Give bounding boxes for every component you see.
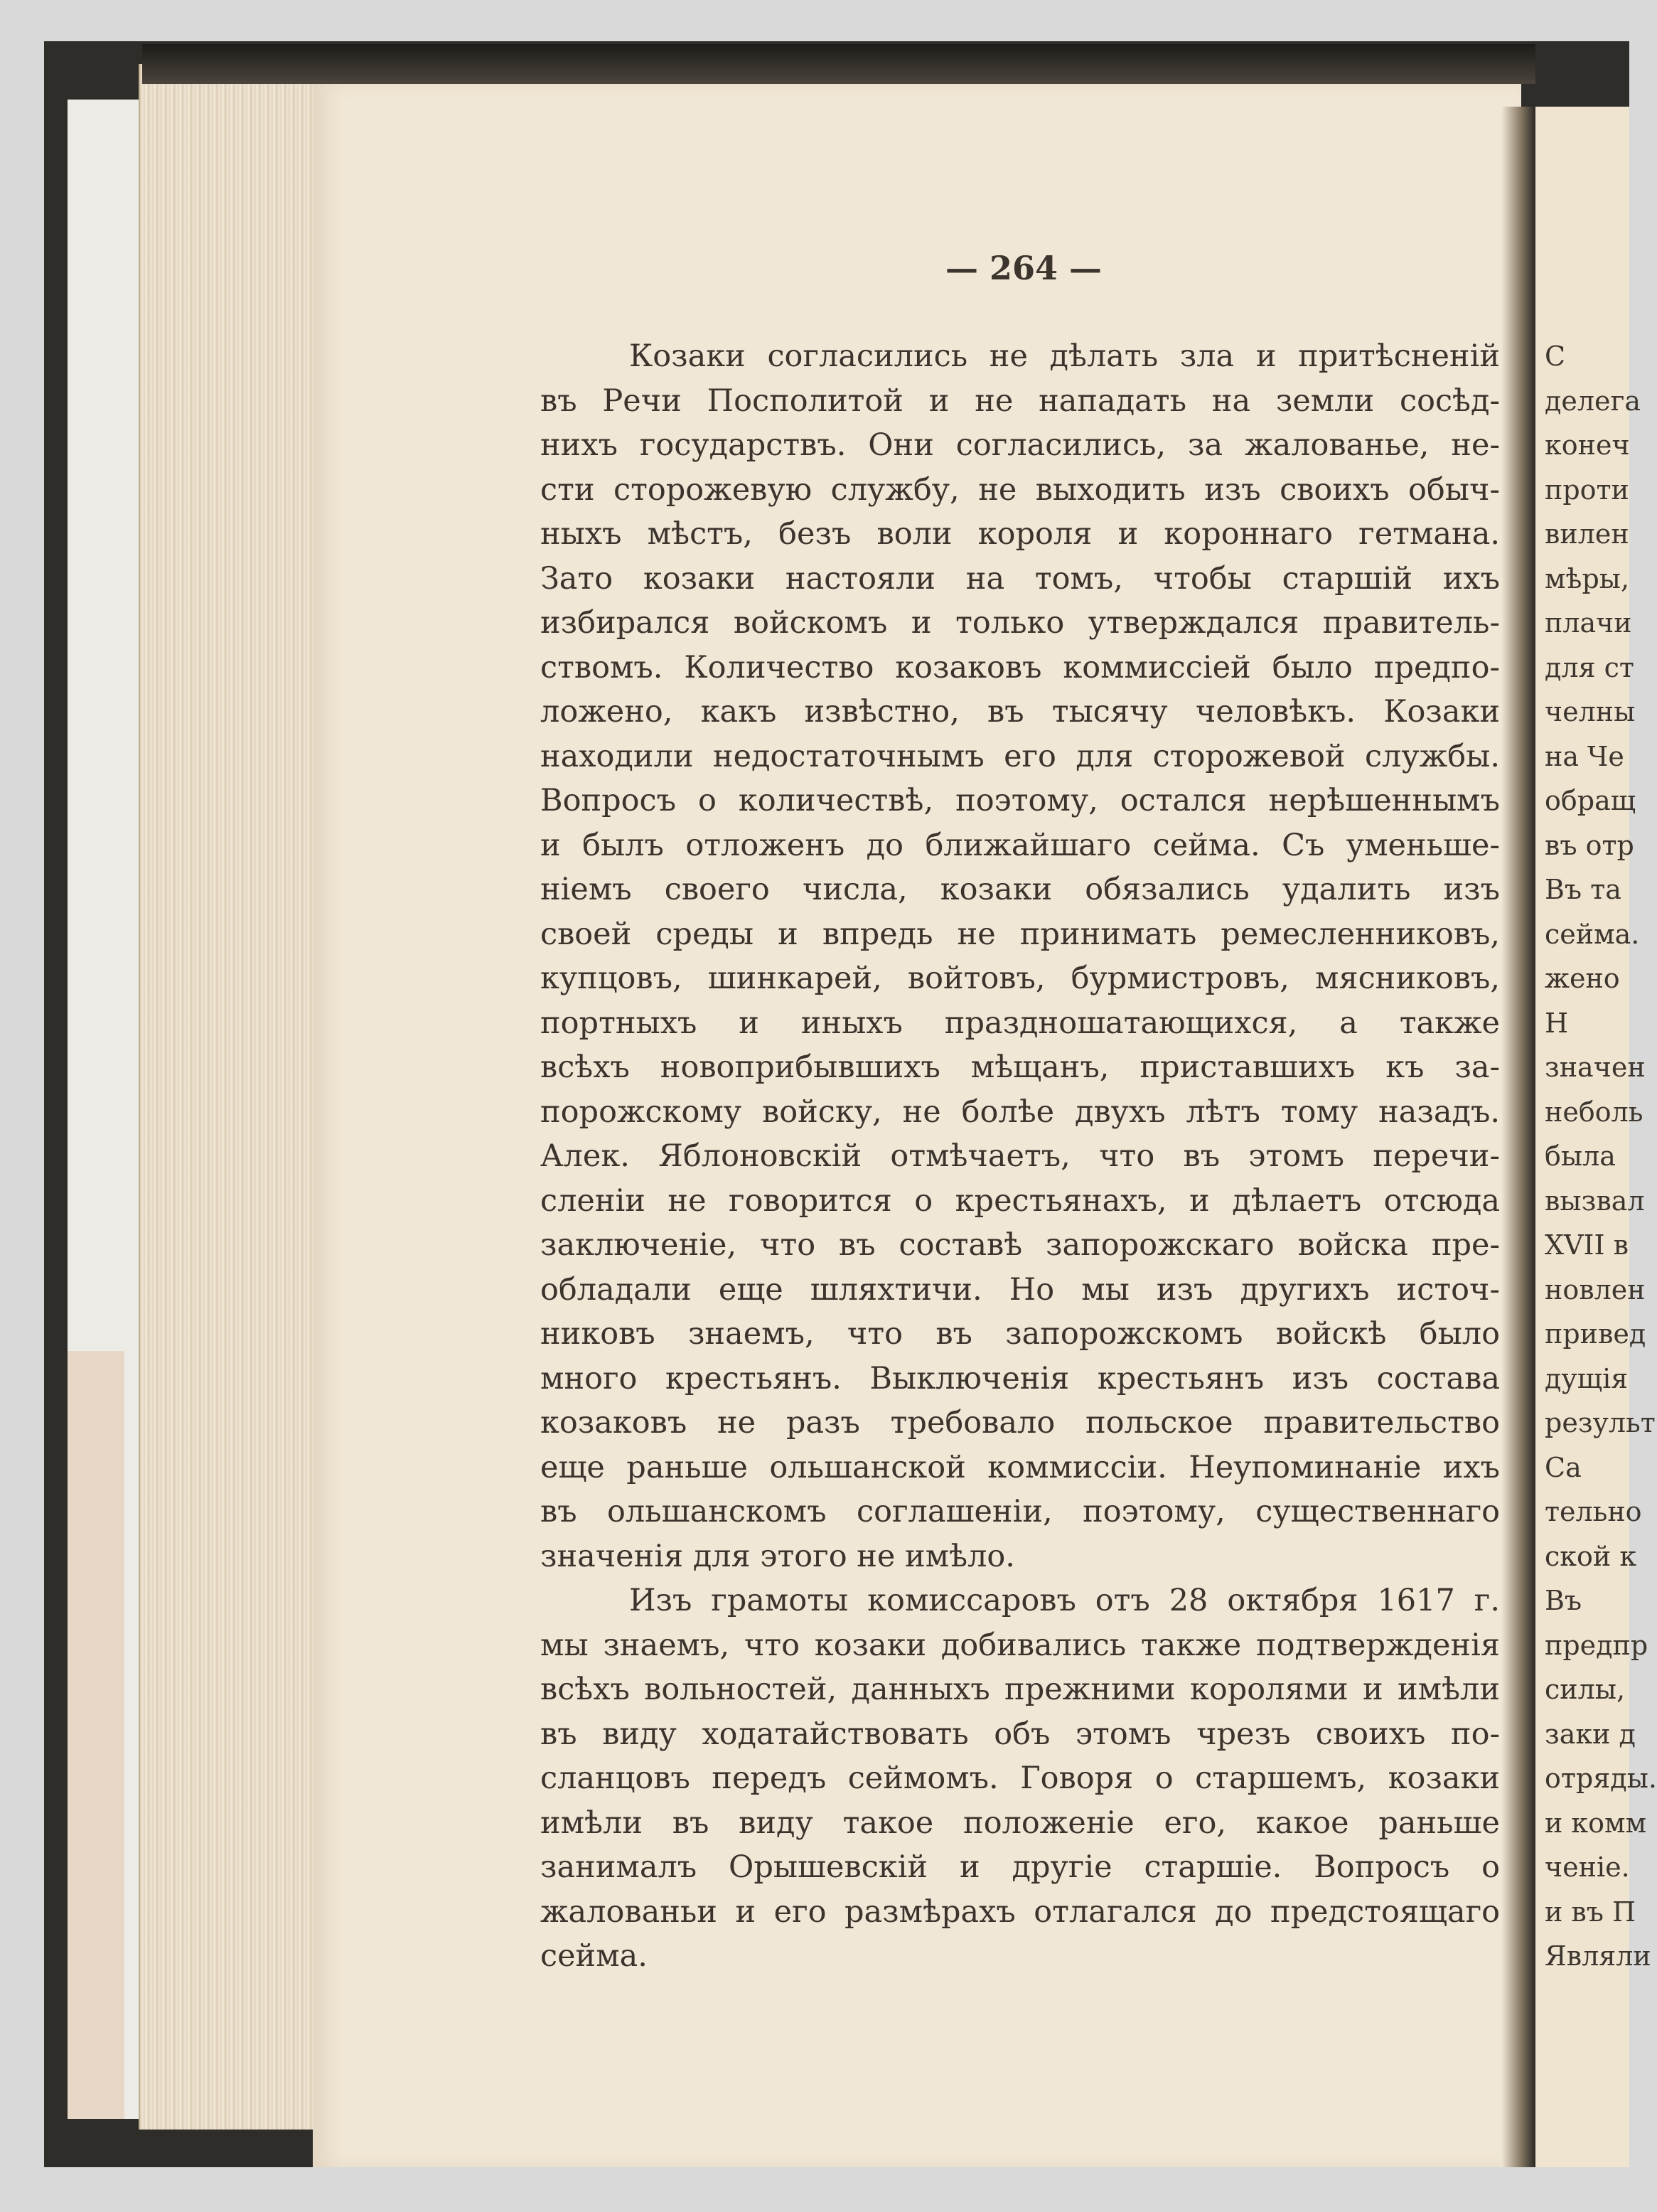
text-line: всѣхъ вольностей, данныхъ прежними королями и имѣли — [540, 1672, 1500, 1707]
text-line: ложено, какъ извѣстно, въ тысячу человѣкъ. Козаки — [540, 694, 1500, 730]
text-line: имѣли въ виду такое положеніе его, какое раньше — [540, 1805, 1500, 1841]
right-page-line: въ отр — [1545, 829, 1634, 861]
right-page-line: заки д — [1545, 1718, 1636, 1750]
right-page-line: предпр — [1545, 1629, 1648, 1661]
right-page-line: отряды. — [1545, 1763, 1657, 1794]
book-gutter — [1501, 107, 1535, 2169]
text-line: Вопросъ о количествѣ, поэтому, остался нерѣшеннымъ — [540, 783, 1500, 818]
right-page-line: XVII в — [1545, 1229, 1629, 1261]
text-line: и былъ отложенъ до ближайшаго сейма. Съ уменьше- — [540, 827, 1500, 863]
right-page-line: Въ — [1545, 1585, 1582, 1616]
text-line: въ Речи Посполитой и не нападать на земли сосѣд- — [540, 383, 1500, 419]
text-line: обладали еще шляхтичи. Но мы изъ другихъ источ- — [540, 1271, 1500, 1308]
right-page-line: Н — [1545, 1007, 1569, 1039]
text-line: никовъ знаемъ, что въ запорожскомъ войскѣ было — [540, 1316, 1500, 1352]
text-line: сленіи не говорится о крестьянахъ, и дѣлаетъ отсюда — [540, 1182, 1500, 1219]
right-page-line: результ — [1545, 1407, 1656, 1438]
text-line: въ ольшанскомъ соглашеніи, поэтому, существеннаго — [540, 1494, 1500, 1529]
right-page-line: вызвал — [1545, 1185, 1645, 1217]
right-page-line: ченіе. — [1545, 1852, 1630, 1883]
main-text-block — [540, 334, 1500, 1979]
text-line: еще раньше ольшанской коммиссіи. Неупоминаніе ихъ — [540, 1449, 1500, 1485]
right-page-line: силы, — [1545, 1674, 1626, 1705]
text-line: Зато козаки настояли на томъ, чтобы старшій ихъ — [540, 560, 1500, 597]
right-page-line: привед — [1545, 1318, 1646, 1350]
right-page-line: челны — [1545, 696, 1636, 727]
right-page-text — [1539, 334, 1657, 1979]
text-line: Козаки согласились не дѣлать зла и притѣсненій — [629, 338, 1500, 374]
text-line: значенія для этого не имѣло. — [540, 1538, 1015, 1574]
text-line: козаковъ не разъ требовало польское правительство — [540, 1405, 1500, 1441]
right-page-line: плачи — [1545, 607, 1632, 639]
right-page-line: делега — [1545, 385, 1641, 417]
right-page-line: конеч — [1545, 429, 1630, 461]
text-line: избирался войскомъ и только утверждался правитель- — [540, 605, 1500, 641]
page-edge-stack — [139, 64, 318, 2130]
text-line: порожскому войску, не болѣе двухъ лѣтъ тому назадъ. — [540, 1094, 1500, 1130]
right-page-line: жено — [1545, 963, 1620, 994]
right-page-line: Са — [1545, 1451, 1582, 1483]
right-page-line: значен — [1545, 1052, 1646, 1083]
page-number: — 264 — — [945, 249, 1103, 287]
right-page-line: Являли — [1545, 1940, 1651, 1972]
right-page-line: сейма. — [1545, 918, 1640, 950]
right-page-line: обращ — [1545, 785, 1636, 816]
book-top-edge — [142, 44, 1535, 84]
text-line: купцовъ, шинкарей, войтовъ, бурмистровъ, мясниковъ, — [540, 961, 1500, 996]
text-line: своей среды и впредь не принимать ремесленниковъ, — [540, 916, 1500, 952]
right-page-line: ской к — [1545, 1540, 1637, 1572]
text-line: въ виду ходатайствовать объ этомъ чрезъ своихъ по- — [540, 1716, 1500, 1752]
text-line: нихъ государствъ. Они согласились, за жалованье, не- — [540, 427, 1500, 463]
right-page-line: тельно — [1545, 1496, 1642, 1527]
text-line: заключеніе, что въ составѣ запорожскаго войска пре- — [540, 1227, 1500, 1263]
text-line: много крестьянъ. Выключенія крестьянъ изъ состава — [540, 1360, 1500, 1396]
right-page-line: была — [1545, 1140, 1616, 1172]
right-page-line: дущія — [1545, 1362, 1629, 1394]
text-line: Алек. Яблоновскій отмѣчаетъ, что въ этомъ перечи- — [540, 1138, 1500, 1174]
right-page-line: для ст — [1545, 651, 1634, 683]
text-line: всѣхъ новоприбывшихъ мѣщанъ, приставшихъ къ за- — [540, 1049, 1500, 1085]
bottom-margin — [44, 2167, 1629, 2212]
right-page-line: и въ П — [1545, 1896, 1636, 1928]
text-line: сланцовъ передъ сеймомъ. Говоря о старшемъ, козаки — [540, 1760, 1500, 1796]
right-page-line: на Че — [1545, 740, 1624, 772]
right-page-line: мѣры, — [1545, 562, 1630, 594]
right-page-line: Въ та — [1545, 874, 1621, 905]
right-page-line: новлен — [1545, 1273, 1646, 1305]
right-page-line: С — [1545, 341, 1566, 372]
text-line: ныхъ мѣстъ, безъ воли короля и короннаго гетмана. — [540, 516, 1500, 552]
text-line: находили недостаточнымъ его для сторожевой службы. — [540, 738, 1500, 774]
right-page-line: и комм — [1545, 1807, 1647, 1839]
text-line: занималъ Орышевскій и другіе старшіе. Вопросъ о — [540, 1849, 1500, 1885]
text-line: сти сторожевую службу, не выходить изъ своихъ обыч- — [540, 471, 1500, 508]
text-line: ствомъ. Количество козаковъ коммиссіей было предпо- — [540, 649, 1500, 685]
text-line: мы знаемъ, что козаки добивались также подтвержденія — [540, 1627, 1500, 1663]
right-page-line: проти — [1545, 474, 1629, 506]
right-page-line: неболь — [1545, 1096, 1643, 1128]
text-line: Изъ грамоты комиссаровъ отъ 28 октября 1617 г. — [629, 1583, 1500, 1618]
text-line: сейма. — [540, 1938, 648, 1974]
text-line: жалованьи и его размѣрахъ отлагался до предстоящаго — [540, 1893, 1500, 1930]
text-line: портныхъ и иныхъ праздношатающихся, а также — [540, 1005, 1500, 1041]
text-line: ніемъ своего числа, козаки обязались удалить изъ — [540, 872, 1500, 907]
background-left-panel-lower — [68, 1351, 124, 2119]
right-page-line: вилен — [1545, 518, 1629, 550]
